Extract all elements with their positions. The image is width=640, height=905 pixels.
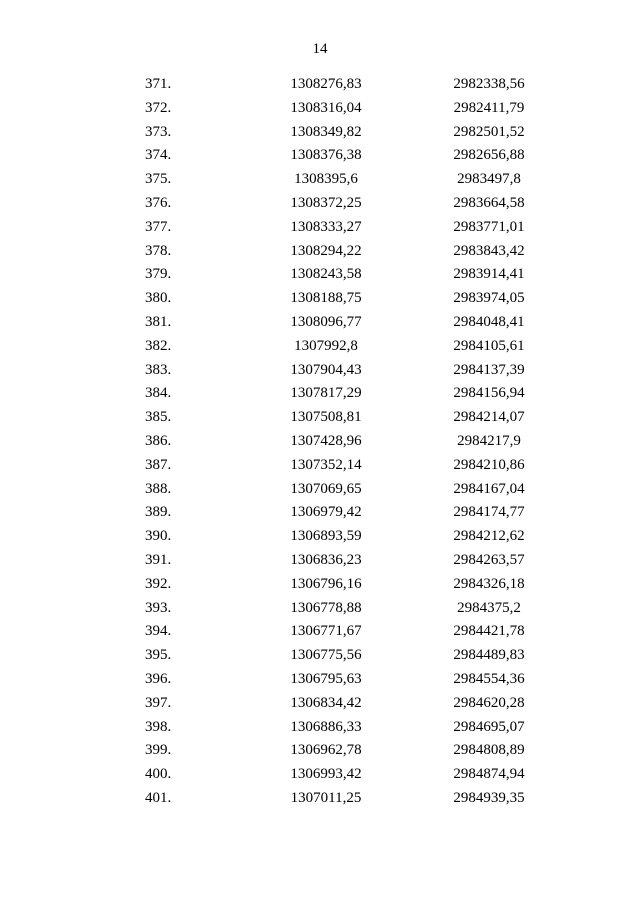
- row-number: 377.: [145, 218, 172, 235]
- x-coordinate: 1308276,83: [290, 76, 362, 92]
- y-coordinate: 2984554,36: [453, 670, 525, 687]
- table-row: [0, 335, 640, 359]
- table-row: [0, 263, 640, 287]
- x-coordinate: 1308349,82: [290, 123, 362, 140]
- row-number: 391.: [145, 551, 172, 568]
- y-coordinate: 2984212,62: [453, 528, 525, 545]
- x-coordinate: 1307904,43: [290, 361, 362, 378]
- x-coordinate: 1306795,63: [290, 670, 362, 687]
- x-coordinate: 1306775,56: [290, 647, 362, 664]
- row-number: 381.: [145, 313, 172, 330]
- table-row: [0, 240, 640, 264]
- table-row: [0, 311, 640, 335]
- table-row: [0, 478, 640, 502]
- table-row: [0, 287, 640, 311]
- table-row: [0, 668, 640, 692]
- row-number: 385.: [145, 409, 172, 426]
- x-coordinate: 1306886,33: [290, 718, 362, 735]
- y-coordinate: 2983664,58: [453, 194, 525, 211]
- row-number: 372.: [145, 99, 172, 116]
- row-number: 386.: [145, 432, 172, 449]
- y-coordinate: 2984421,78: [453, 623, 525, 640]
- y-coordinate: 2982501,52: [453, 123, 525, 140]
- x-coordinate: 1307817,29: [290, 385, 362, 402]
- table-row: [0, 501, 640, 525]
- table-row: [0, 573, 640, 597]
- page-number: 14: [312, 41, 328, 57]
- table-row: [0, 73, 640, 97]
- table-row: [0, 382, 640, 406]
- table-row: [0, 787, 640, 811]
- row-number: 378.: [145, 242, 172, 259]
- row-number: 398.: [145, 718, 172, 735]
- x-coordinate: 1308376,38: [290, 147, 362, 164]
- y-coordinate: 2984326,18: [453, 575, 525, 592]
- y-coordinate: 2983974,05: [453, 290, 525, 307]
- x-coordinate: 1306836,23: [290, 551, 362, 568]
- row-number: 373.: [145, 123, 172, 140]
- table-row: [0, 644, 640, 668]
- y-coordinate: 2984874,94: [453, 766, 525, 783]
- x-coordinate: 1306993,42: [290, 766, 362, 783]
- y-coordinate: 2984156,94: [453, 385, 525, 402]
- table-row: [0, 763, 640, 787]
- y-coordinate: 2984375,2: [457, 599, 521, 616]
- y-coordinate: 2983497,8: [457, 171, 521, 188]
- y-coordinate: 2984695,07: [453, 718, 525, 735]
- x-coordinate: 1308294,22: [290, 242, 362, 259]
- row-number: 392.: [145, 575, 172, 592]
- table-row: [0, 692, 640, 716]
- y-coordinate: 2984808,89: [453, 742, 525, 759]
- x-coordinate: 1308188,75: [290, 290, 362, 307]
- row-number: 383.: [145, 361, 172, 378]
- x-coordinate: 1308243,58: [290, 266, 362, 283]
- table-row: [0, 430, 640, 454]
- row-number: 380.: [145, 290, 172, 307]
- x-coordinate: 1308372,25: [290, 194, 362, 211]
- x-coordinate: 1308096,77: [290, 313, 362, 330]
- table-row: [0, 739, 640, 763]
- table-row: [0, 97, 640, 121]
- row-number: 376.: [145, 194, 172, 211]
- row-number: 379.: [145, 266, 172, 283]
- x-coordinate: 1306962,78: [290, 742, 362, 759]
- table-row: [0, 406, 640, 430]
- x-coordinate: 1308333,27: [290, 218, 362, 235]
- table-row: [0, 168, 640, 192]
- row-number: 384.: [145, 385, 172, 402]
- table-row: [0, 216, 640, 240]
- y-coordinate: 2983914,41: [453, 266, 525, 283]
- y-coordinate: 2984620,28: [453, 694, 525, 711]
- table-row: [0, 144, 640, 168]
- table-row: [0, 121, 640, 145]
- table-row: [0, 716, 640, 740]
- x-coordinate: 1306834,42: [290, 694, 362, 711]
- y-coordinate: 2984217,9: [457, 432, 521, 449]
- y-coordinate: 2984489,83: [453, 647, 525, 664]
- table-row: [0, 359, 640, 383]
- x-coordinate: 1307069,65: [290, 480, 362, 497]
- y-coordinate: 2983843,42: [453, 242, 525, 259]
- y-coordinate: 2984263,57: [453, 551, 525, 568]
- row-number: 371.: [145, 76, 172, 92]
- y-coordinate: 2984210,86: [453, 456, 525, 473]
- y-coordinate: 2984048,41: [453, 313, 525, 330]
- x-coordinate: 1306771,67: [290, 623, 362, 640]
- y-coordinate: 2982411,79: [453, 99, 525, 116]
- y-coordinate: 2984105,61: [453, 337, 525, 354]
- row-number: 374.: [145, 147, 172, 164]
- y-coordinate: 2984174,77: [453, 504, 525, 521]
- y-coordinate: 2982338,56: [453, 76, 525, 92]
- x-coordinate: 1307011,25: [290, 789, 362, 806]
- y-coordinate: 2983771,01: [453, 218, 525, 235]
- y-coordinate: 2982656,88: [453, 147, 525, 164]
- row-number: 394.: [145, 623, 172, 640]
- x-coordinate: 1308316,04: [290, 99, 362, 116]
- row-number: 399.: [145, 742, 172, 759]
- row-number: 395.: [145, 647, 172, 664]
- x-coordinate: 1307992,8: [294, 337, 358, 354]
- coordinates-table: [0, 73, 640, 811]
- table-row: [0, 192, 640, 216]
- x-coordinate: 1307508,81: [290, 409, 362, 426]
- x-coordinate: 1306778,88: [290, 599, 362, 616]
- row-number: 396.: [145, 670, 172, 687]
- row-number: 387.: [145, 456, 172, 473]
- row-number: 382.: [145, 337, 172, 354]
- row-number: 401.: [145, 789, 172, 806]
- table-row: [0, 525, 640, 549]
- row-number: 390.: [145, 528, 172, 545]
- row-number: 400.: [145, 766, 172, 783]
- row-number: 397.: [145, 694, 172, 711]
- table-row: [0, 454, 640, 478]
- table-row: [0, 620, 640, 644]
- y-coordinate: 2984137,39: [453, 361, 525, 378]
- x-coordinate: 1307352,14: [290, 456, 362, 473]
- row-number: 388.: [145, 480, 172, 497]
- x-coordinate: 1307428,96: [290, 432, 362, 449]
- x-coordinate: 1306979,42: [290, 504, 362, 521]
- table-row: [0, 597, 640, 621]
- x-coordinate: 1306893,59: [290, 528, 362, 545]
- table-row: [0, 549, 640, 573]
- row-number: 389.: [145, 504, 172, 521]
- x-coordinate: 1308395,6: [294, 171, 358, 188]
- row-number: 393.: [145, 599, 172, 616]
- x-coordinate: 1306796,16: [290, 575, 362, 592]
- row-number: 375.: [145, 171, 172, 188]
- y-coordinate: 2984214,07: [453, 409, 525, 426]
- y-coordinate: 2984939,35: [453, 789, 525, 806]
- y-coordinate: 2984167,04: [453, 480, 525, 497]
